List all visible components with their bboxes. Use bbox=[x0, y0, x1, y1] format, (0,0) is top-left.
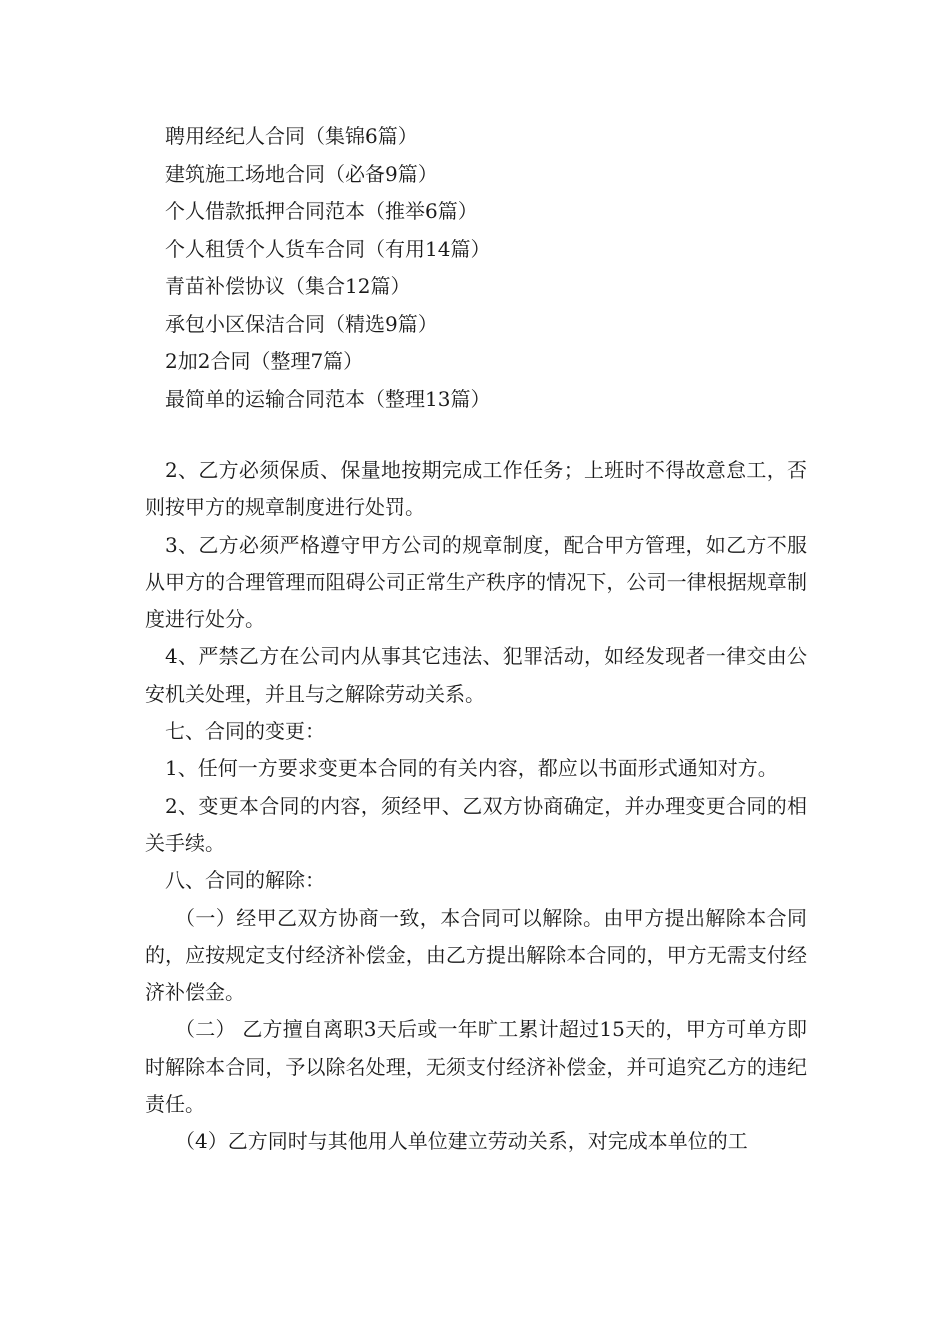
paragraph-change-1: 1、任何一方要求变更本合同的有关内容，都应以书面形式通知对方。 bbox=[165, 756, 778, 781]
paragraph-change-2: 2、变更本合同的内容，须经甲、乙双方协商确定，并办理变更合同的相关手续。 bbox=[145, 793, 807, 855]
related-link-4[interactable]: 个人租赁个人货车合同（有用14篇） bbox=[165, 236, 491, 261]
related-link-3[interactable]: 个人借款抵押合同范本（推举6篇） bbox=[165, 199, 478, 223]
related-link-5[interactable]: 青苗补偿协议（集合12篇） bbox=[165, 274, 411, 298]
paragraph-clause-2: 2、乙方必须保质、保量地按期完成工作任务；上班时不得故意怠工，否则按甲方的规章制度进行处罚。 bbox=[145, 458, 807, 520]
paragraph-termination-2: （二） 乙方擅自离职3天后或一年旷工累计超过15天的，甲方可单方即时解除本合同，予以除名处理，无须支付经济补偿金，并可追究乙方的违纪责任。 bbox=[145, 1017, 807, 1117]
related-link-8[interactable]: 最简单的运输合同范本（整理13篇） bbox=[165, 386, 491, 411]
related-link-2[interactable]: 建筑施工场地合同（必备9篇） bbox=[165, 161, 438, 186]
section-heading-contract-change: 七、合同的变更： bbox=[165, 719, 325, 744]
related-link-1[interactable]: 聘用经纪人合同（集锦6篇） bbox=[165, 124, 418, 148]
related-link-7[interactable]: 2加2合同（整理7篇） bbox=[165, 349, 364, 373]
related-link-6[interactable]: 承包小区保洁合同（精选9篇） bbox=[165, 311, 438, 336]
paragraph-clause-4: 4、严禁乙方在公司内从事其它违法、犯罪活动，如经发现者一律交由公安机关处理，并且与之解除劳动关系。 bbox=[145, 644, 807, 706]
paragraph-termination-1: （一）经甲乙双方协商一致，本合同可以解除。由甲方提出解除本合同的，应按规定支付经济补偿金，由乙方提出解除本合同的，甲方无需支付经济补偿金。 bbox=[145, 905, 807, 1005]
section-heading-contract-termination: 八、合同的解除： bbox=[165, 868, 325, 893]
paragraph-termination-4: （4）乙方同时与其他用人单位建立劳动关系，对完成本单位的工 bbox=[175, 1129, 748, 1154]
related-links-list bbox=[165, 118, 805, 418]
contract-body bbox=[145, 452, 807, 1161]
paragraph-clause-3: 3、乙方必须严格遵守甲方公司的规章制度，配合甲方管理，如乙方不服从甲方的合理管理而阻碍公司正常生产秩序的情况下，公司一律根据规章制度进行处分。 bbox=[145, 532, 807, 632]
